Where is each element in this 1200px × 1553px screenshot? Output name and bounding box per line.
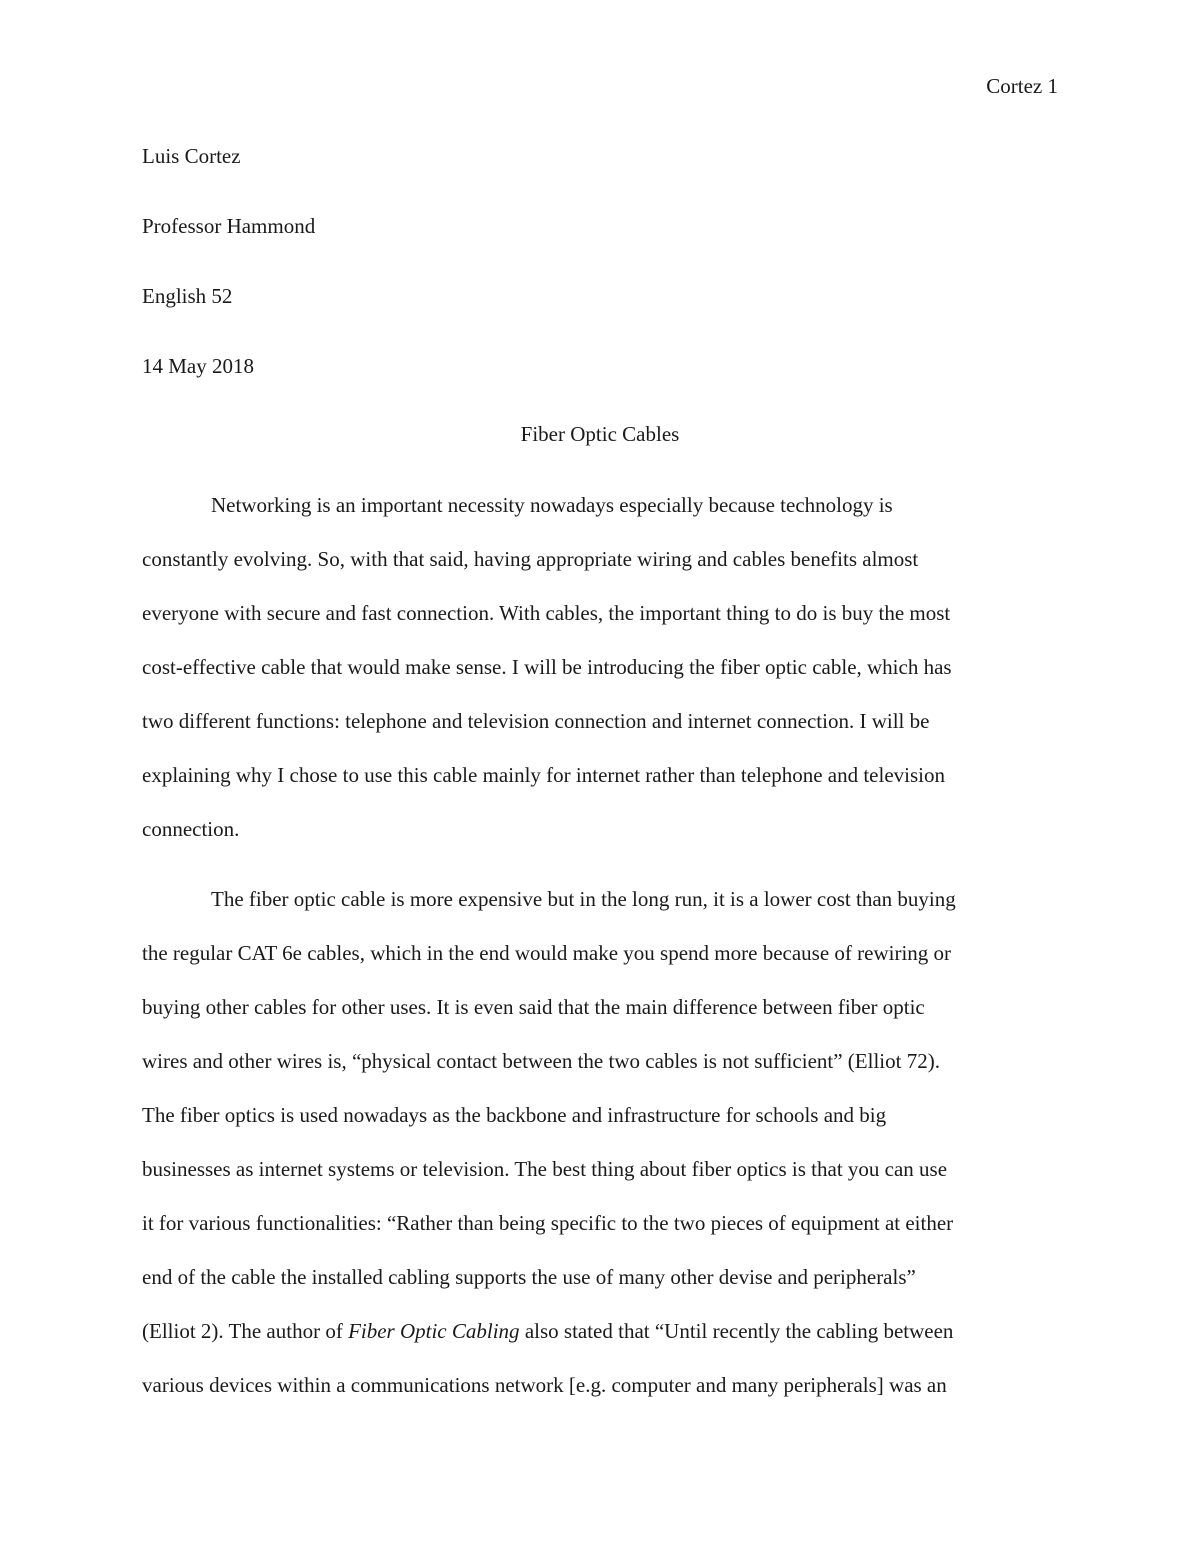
text-line: buying other cables for other uses. It is even said that the main difference between fiber optic bbox=[142, 995, 925, 1019]
author-name: Luis Cortez bbox=[142, 144, 241, 168]
text-line: various devices within a communications network [e.g. computer and many peripherals] was an bbox=[142, 1373, 947, 1397]
paragraph-1 bbox=[142, 493, 1058, 871]
text-line: Networking is an important necessity nowadays especially because technology is bbox=[211, 493, 893, 517]
text-segment: also stated that “Until recently the cabling between bbox=[519, 1319, 954, 1343]
text-line: wires and other wires is, “physical contact between the two cables is not sufficient” (Elliot 72). bbox=[142, 1049, 940, 1073]
instructor-name: Professor Hammond bbox=[142, 214, 316, 238]
text-line: constantly evolving. So, with that said, having appropriate wiring and cables benefits almost bbox=[142, 547, 919, 571]
course-name: English 52 bbox=[142, 284, 233, 308]
text-line-with-title bbox=[142, 1319, 1058, 1373]
text-line: end of the cable the installed cabling supports the use of many other devise and peripherals” bbox=[142, 1265, 916, 1289]
text-line: it for various functionalities: “Rather than being specific to the two pieces of equipment at either bbox=[142, 1211, 954, 1235]
submission-date: 14 May 2018 bbox=[142, 354, 254, 378]
book-title: Fiber Optic Cabling bbox=[348, 1319, 520, 1343]
text-line: The fiber optics is used nowadays as the backbone and infrastructure for schools and big bbox=[142, 1103, 887, 1127]
text-line: cost-effective cable that would make sense. I will be introducing the fiber optic cable, which has bbox=[142, 655, 952, 679]
text-line: businesses as internet systems or television. The best thing about fiber optics is that you can use bbox=[142, 1157, 948, 1181]
text-line: connection. bbox=[142, 817, 240, 841]
text-segment: (Elliot 2). The author of bbox=[142, 1319, 349, 1343]
text-line: The fiber optic cable is more expensive but in the long run, it is a lower cost than buying bbox=[211, 887, 956, 911]
text-line: everyone with secure and fast connection. With cables, the important thing to do is buy the most bbox=[142, 601, 951, 625]
mla-heading bbox=[142, 144, 1058, 424]
running-head: Cortez 1 bbox=[986, 74, 1058, 98]
text-line: two different functions: telephone and television connection and internet connection. I will be bbox=[142, 709, 930, 733]
paragraph-2 bbox=[142, 887, 1058, 1427]
essay-title: Fiber Optic Cables bbox=[520, 422, 680, 446]
text-line: explaining why I chose to use this cable mainly for internet rather than telephone and television bbox=[142, 763, 946, 787]
text-line: the regular CAT 6e cables, which in the end would make you spend more because of rewiring or bbox=[142, 941, 952, 965]
